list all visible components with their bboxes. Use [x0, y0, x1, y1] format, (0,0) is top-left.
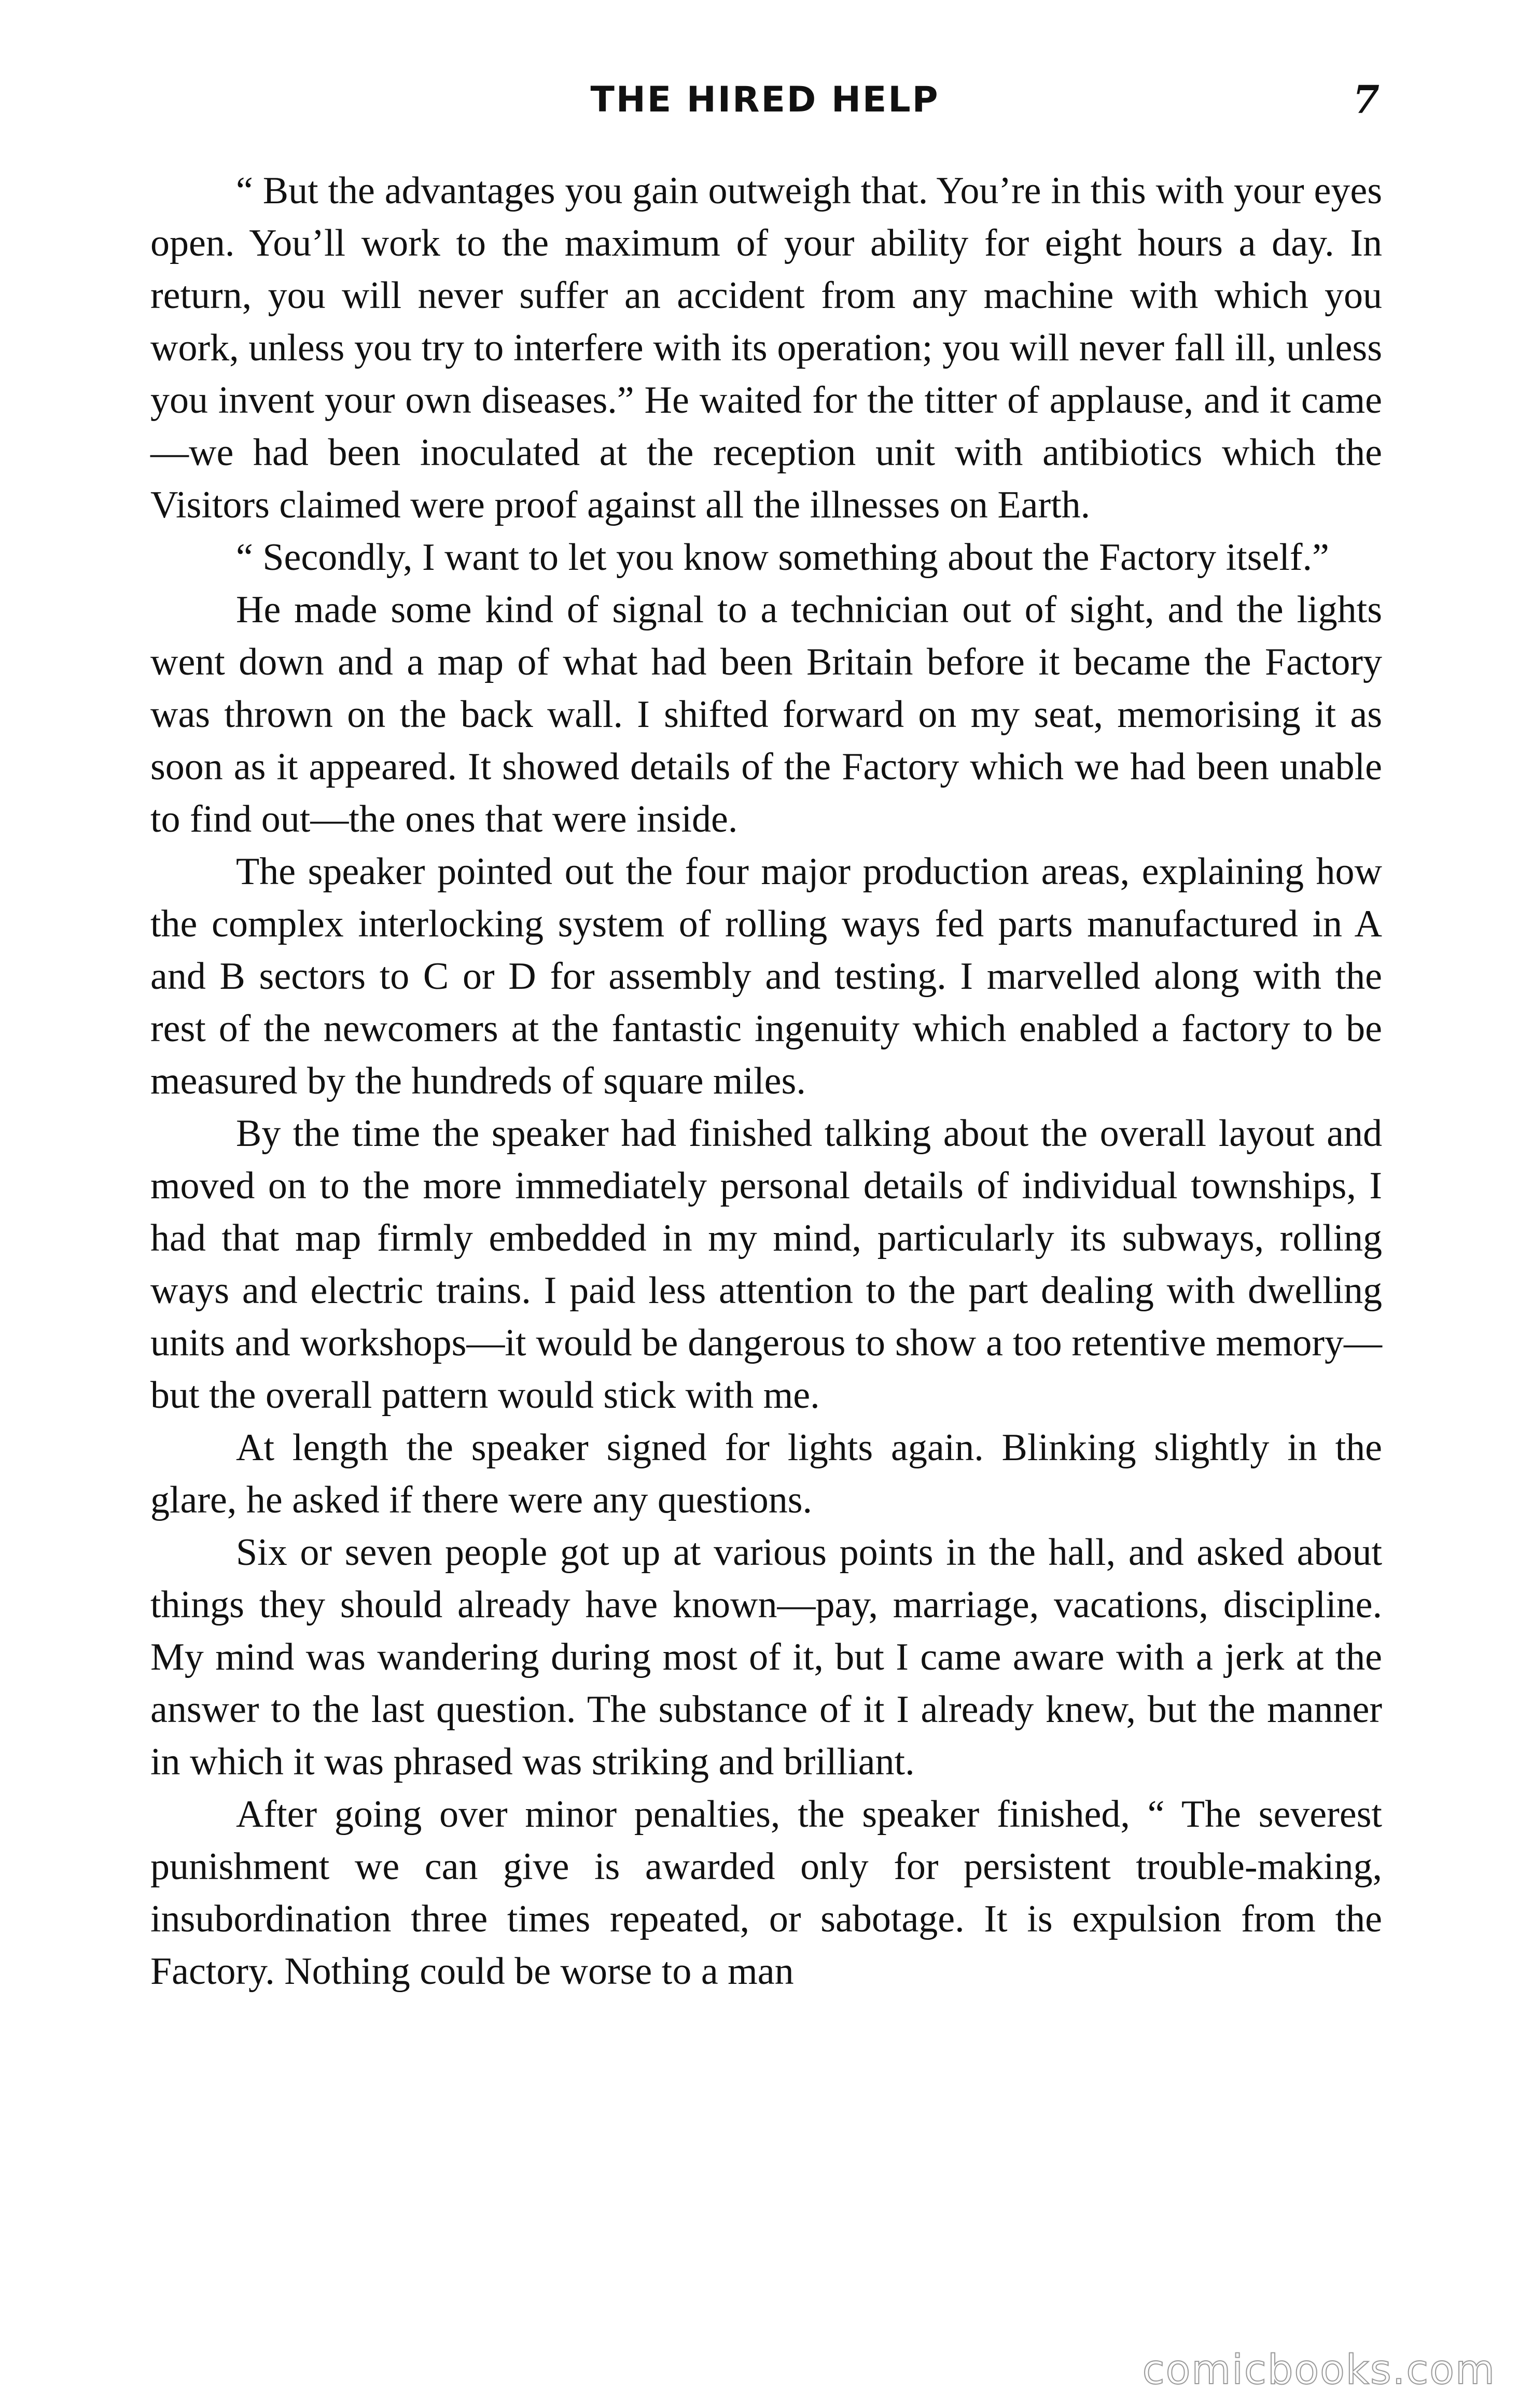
paragraph: He made some kind of signal to a technician out of sight, and the lights went down and a map of what had been Britain before it became the Factory was thrown on the back wall. I shifted forward on my seat, memorising it as soon as it appeared. It showed details of the Factory which we had been unable to find out—the ones that were inside. — [150, 589, 1382, 841]
paragraph: After going over minor penalties, the speaker finished, “ The severest punishment we can give is awarded only for persistent trouble-making, insubordination three times repeated, or sabotage. It is expulsion from the Factory. Nothing could be worse to a man — [150, 1793, 1382, 1993]
watermark: comicbooks.com — [1142, 2347, 1496, 2393]
paragraph: By the time the speaker had finished talking about the overall layout and moved on to the more immediately personal details of individual townships, I had that map firmly embedded in my mind, particularly its subways, rolling ways and electric trains. I paid less attention to the part dealing with dwelling units and workshops—it would be dangerous to show a too retentive memory—but the overall pattern would stick with me. — [150, 1112, 1382, 1417]
paragraph: “ Secondly, I want to let you know something about the Factory itself.” — [236, 536, 1329, 579]
body-text — [150, 165, 1382, 1998]
paragraph: Six or seven people got up at various points in the hall, and asked about things they should already have known—pay, marriage, vacations, discipline. My mind was wandering during most of it, but I came aware with a jerk at the answer to the last question. The substance of it I already knew, but the manner in which it was phrased was striking and brilliant. — [150, 1531, 1382, 1783]
page-header — [150, 72, 1380, 129]
paragraph: “ But the advantages you gain outweigh that. You’re in this with your eyes open. You’ll work to the maximum of your ability for eight hours a day. In return, you will never suffer an accident from any machine with which you work, unless you try to interfere with its operation; you will never fall ill, unless you invent your own diseases.” He waited for the titter of applause, and it came—we had been inoculated at the reception unit with antibiotics which the Visitors claimed were proof against all the illnesses on Earth. — [150, 170, 1382, 526]
running-title: THE HIRED HELP — [590, 79, 940, 120]
paragraph: The speaker pointed out the four major production areas, explaining how the complex interlocking system of rolling ways fed parts manufactured in A and B sectors to C or D for assembly and testing. I marvelled along with the rest of the newcomers at the fantastic ingenuity which enabled a factory to be measured by the hundreds of square miles. — [150, 850, 1382, 1102]
paragraph: At length the speaker signed for lights again. Blinking slightly in the glare, he asked if there were any questions. — [150, 1426, 1382, 1521]
page-number: 7 — [1353, 78, 1380, 122]
